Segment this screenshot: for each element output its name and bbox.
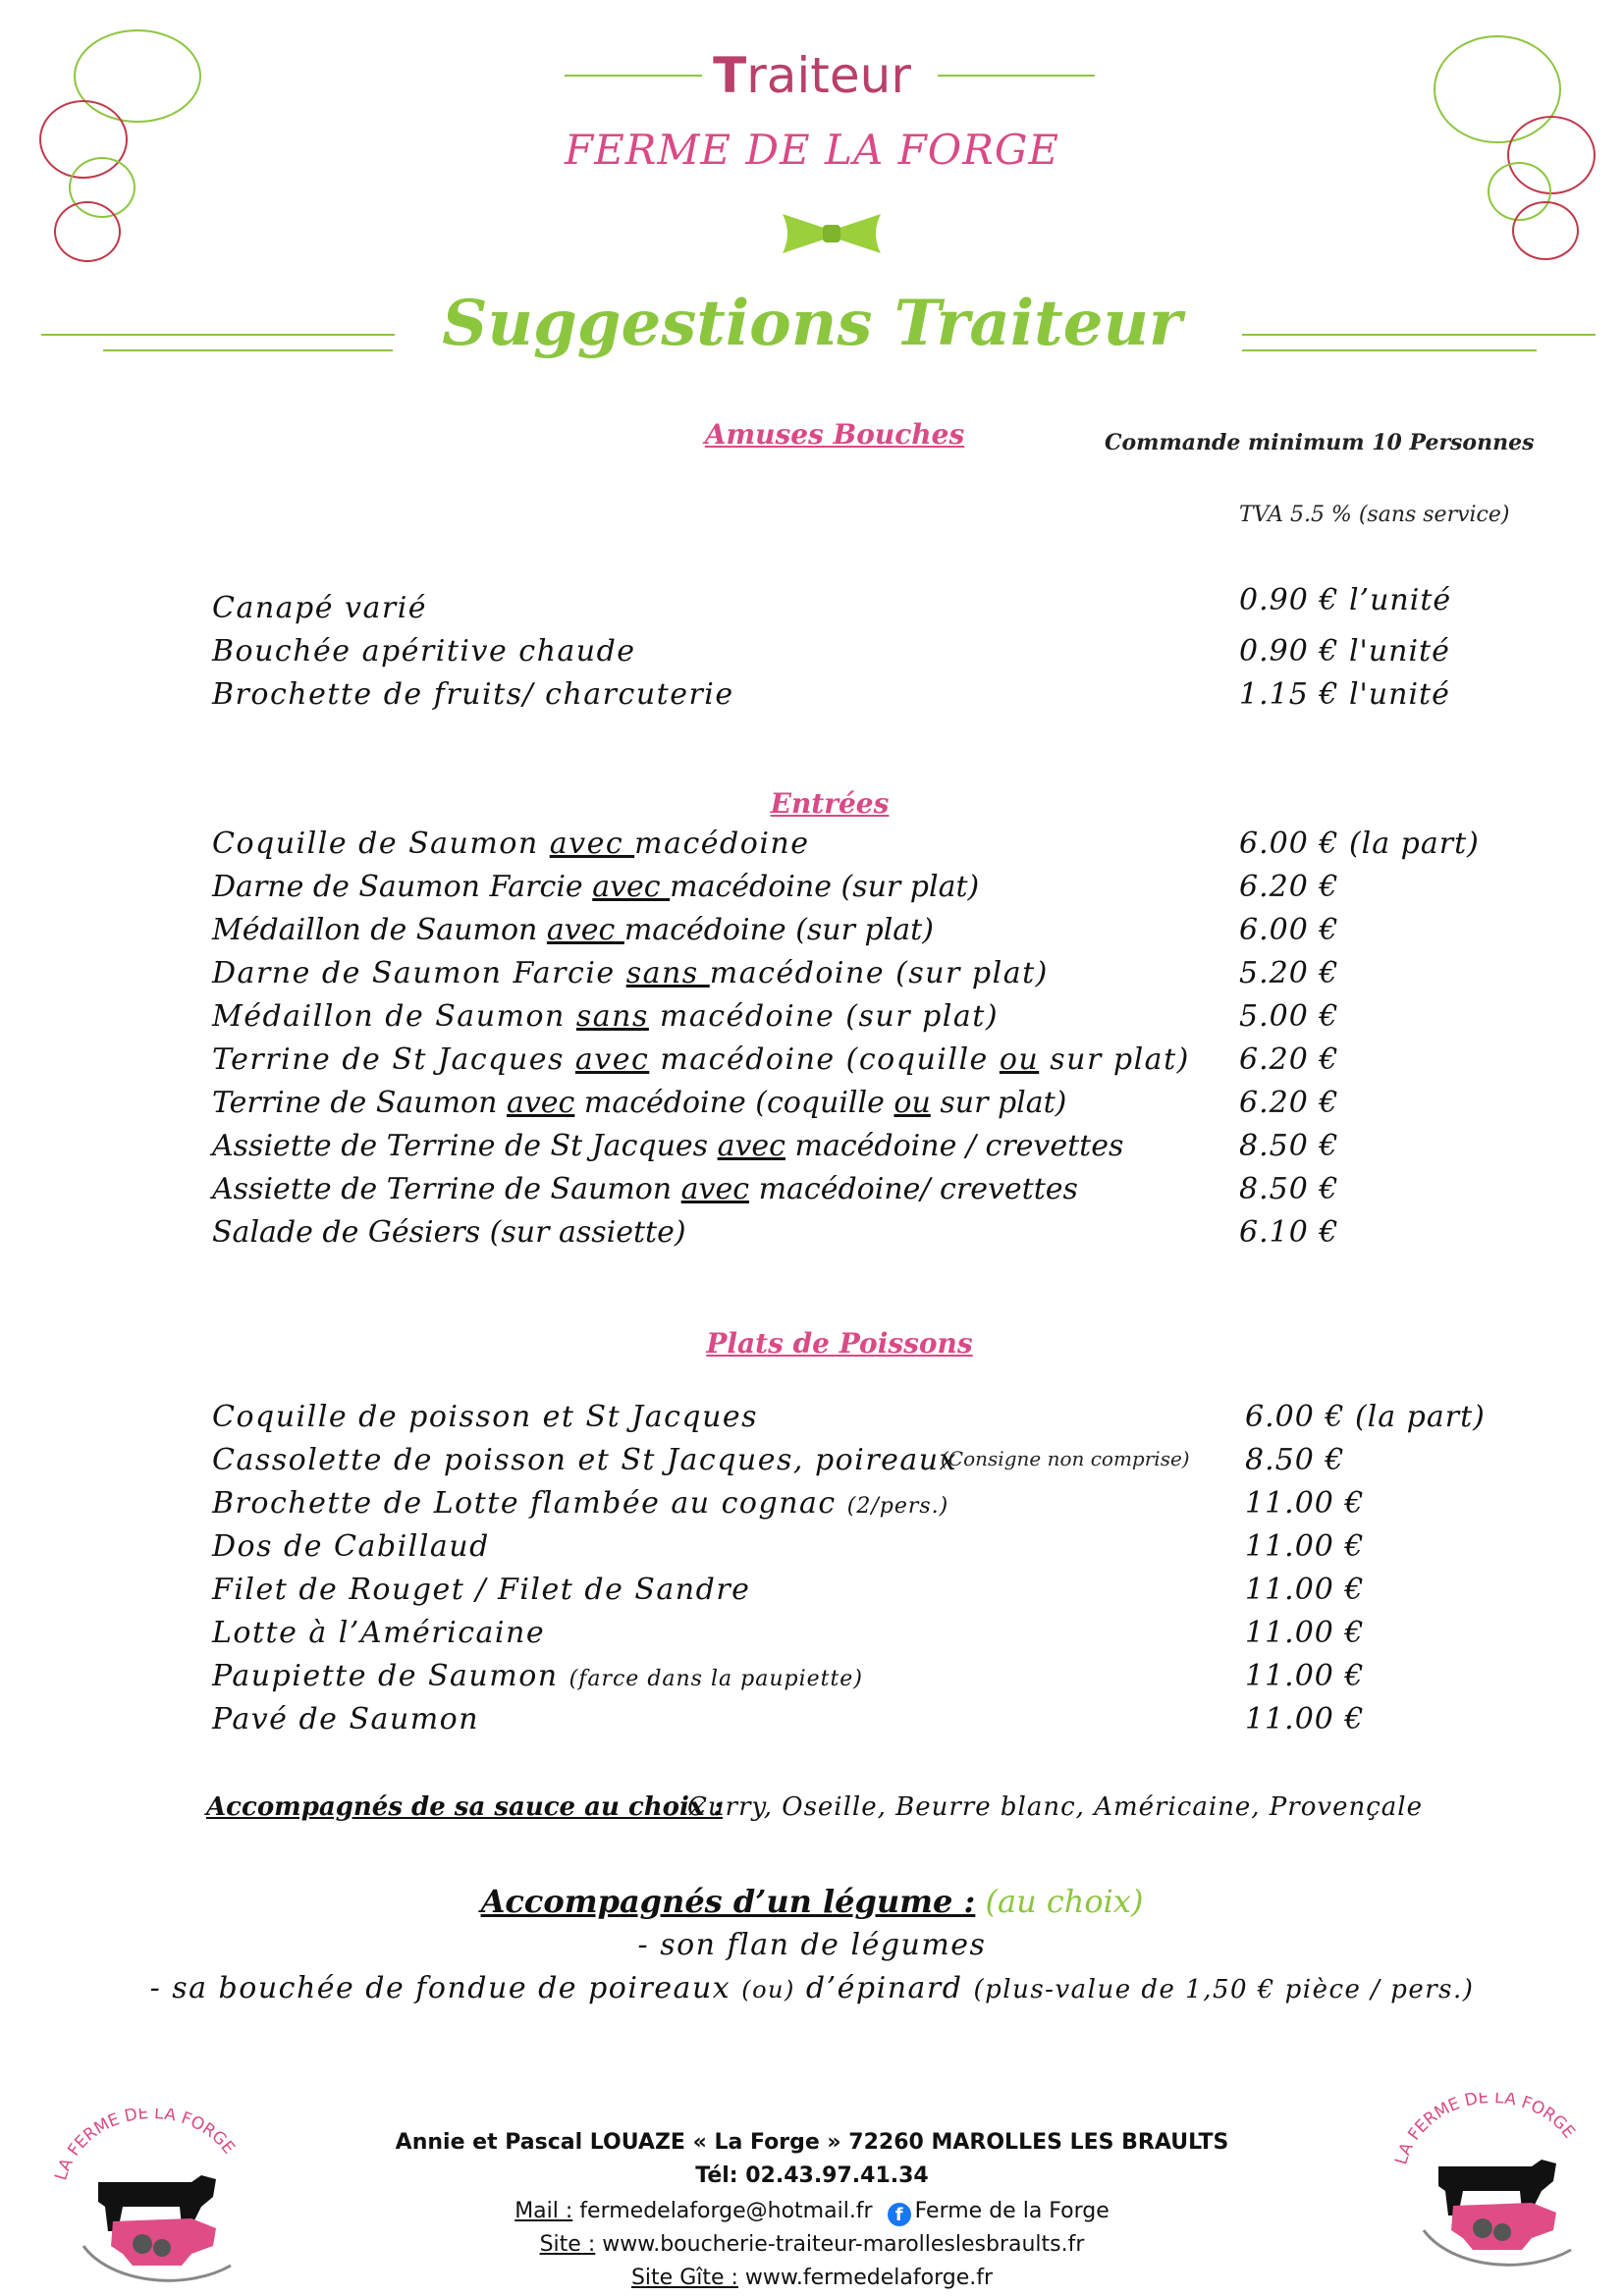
sauce-label: Accompagnés de sa sauce au choix : — [206, 1792, 724, 1822]
menu-item-text: macédoine (sur plat) — [670, 870, 980, 904]
menu-item-price: 6.10 € — [1239, 1215, 1339, 1250]
menu-item-text: Coquille de Saumon — [212, 827, 550, 861]
gite-link[interactable]: www.fermedelaforge.fr — [737, 2266, 994, 2290]
menu-item-price: 11.00 € — [1245, 1659, 1365, 1693]
menu-item-text: Cassolette de poisson et St Jacques, poireaux — [212, 1443, 958, 1477]
legume-line-2c: d’épinard — [794, 1971, 974, 2005]
menu-item-text: Terrine de St Jacques — [212, 1042, 575, 1077]
legume-label: Accompagnés d’un légume : — [480, 1883, 976, 1920]
menu-item-extra: (2/pers.) — [846, 1494, 949, 1519]
menu-item-name — [212, 956, 1049, 990]
brand-traiteur — [0, 47, 1624, 104]
section-title-poissons: Plats de Poissons — [706, 1327, 973, 1360]
menu-item-name — [212, 1529, 490, 1564]
section-title-entrees: Entrées — [770, 787, 890, 820]
menu-item-price: 11.00 € — [1245, 1529, 1365, 1564]
menu-item-price: 6.20 € — [1239, 1042, 1339, 1077]
menu-item-price: 6.00 € (la part) — [1239, 827, 1480, 861]
menu-item-price: 8.50 € — [1239, 1129, 1339, 1163]
menu-item-price: 6.00 € (la part) — [1245, 1400, 1486, 1434]
menu-item-name: Canapé varié — [212, 591, 428, 625]
gite-label: Site Gîte : — [630, 2266, 738, 2290]
menu-item-price: 0.90 € l’unité — [1239, 583, 1452, 617]
menu-item-price: 8.50 € — [1239, 1172, 1339, 1206]
emphasis-word: avec — [574, 1042, 650, 1077]
footer-mail-line — [0, 2199, 1624, 2226]
menu-item-price: 6.20 € — [1239, 870, 1339, 904]
menu-item-name — [212, 870, 979, 904]
menu-item-name — [212, 1400, 758, 1434]
menu-item-text: Coquille de poisson et St Jacques — [212, 1400, 759, 1434]
menu-item-name — [212, 1129, 1123, 1163]
menu-item-name — [212, 999, 999, 1034]
menu-item-text: Terrine de Saumon — [212, 1086, 507, 1120]
menu-item-price: 6.20 € — [1239, 1086, 1339, 1120]
menu-item-text: Paupiette de Saumon — [212, 1659, 569, 1693]
tva-note: TVA 5.5 % (sans service) — [1239, 503, 1510, 527]
menu-item-text: Médaillon de Saumon — [212, 999, 576, 1034]
menu-item-price: 6.00 € — [1239, 913, 1339, 947]
legume-line-1: - son flan de légumes — [637, 1928, 987, 1962]
menu-item-price: 11.00 € — [1245, 1573, 1365, 1607]
menu-item-name — [212, 913, 934, 947]
menu-item-text: macédoine / crevettes — [785, 1129, 1124, 1163]
mail-label: Mail : — [514, 2199, 573, 2223]
menu-item-price: 5.20 € — [1239, 956, 1339, 990]
menu-item-price: 8.50 € — [1245, 1443, 1345, 1477]
menu-item-extra: (farce dans la paupiette) — [568, 1667, 863, 1691]
facebook-link[interactable]: Ferme de la Forge — [914, 2199, 1110, 2223]
legume-heading — [0, 1883, 1624, 1920]
legume-line-2d: (plus-value de 1,50 € pièce / pers.) — [973, 1975, 1475, 2004]
menu-item-text: Assiette de Terrine de St Jacques — [212, 1129, 718, 1163]
emphasis-word: sans — [575, 999, 649, 1034]
menu-item-text: Brochette de Lotte flambée au cognac — [212, 1486, 847, 1521]
emphasis-word: avec — [717, 1129, 785, 1163]
menu-item-text: Salade de Gésiers (sur assiette) — [212, 1215, 686, 1250]
brand-rest: raiteur — [746, 47, 911, 104]
menu-item-name — [212, 1702, 479, 1736]
footer-address: Annie et Pascal LOUAZE « La Forge » 72260 MAROLLES LES BRAULTS — [395, 2130, 1229, 2155]
menu-item-name — [212, 1086, 1066, 1120]
site-link[interactable]: www.boucherie-traiteur-marolleslesbraults.fr — [595, 2232, 1085, 2257]
menu-item-name — [212, 1486, 948, 1521]
menu-item-text: macédoine/ crevettes — [749, 1172, 1078, 1206]
menu-item-text: macédoine — [634, 827, 810, 861]
emphasis-word: avec — [549, 827, 635, 861]
decor-circle — [54, 201, 121, 262]
footer-gite-line — [0, 2266, 1624, 2290]
facebook-icon: f — [888, 2203, 911, 2226]
menu-item-text: Médaillon de Saumon — [212, 913, 547, 947]
brand-initial: T — [713, 47, 747, 104]
emphasis-word: avec — [546, 913, 624, 947]
bow-tie-icon — [779, 208, 885, 259]
page-title: Suggestions Traiteur — [442, 287, 1182, 360]
menu-item-text: Lotte à l’Américaine — [212, 1616, 546, 1650]
menu-item-text: Darne de Saumon Farcie — [212, 956, 626, 990]
decor-circle — [1512, 201, 1579, 260]
menu-item-name — [212, 827, 810, 861]
logo-text: LA FERME DE LA FORGE — [1391, 2093, 1579, 2167]
mail-link[interactable]: fermedelaforge@hotmail.fr — [572, 2199, 873, 2223]
emphasis-word: ou — [999, 1042, 1040, 1077]
legume-choice: (au choix) — [975, 1883, 1144, 1920]
section-title-amuses: Amuses Bouches — [704, 418, 965, 451]
emphasis-word: ou — [893, 1086, 931, 1120]
brand-name: FERME DE LA FORGE — [564, 126, 1060, 174]
menu-item-name: Brochette de fruits/ charcuterie — [212, 677, 734, 712]
legume-line-2a: - sa bouchée de fondue de poireaux — [149, 1971, 742, 2005]
menu-item-price: 1.15 € l'unité — [1239, 677, 1450, 712]
emphasis-word: avec — [592, 870, 671, 904]
legume-line-2 — [0, 1971, 1624, 2005]
menu-item-text: Pavé de Saumon — [212, 1702, 480, 1736]
menu-item-text: Assiette de Terrine de Saumon — [212, 1172, 681, 1206]
menu-item-price: 5.00 € — [1239, 999, 1339, 1034]
emphasis-word: avec — [680, 1172, 750, 1206]
menu-item-name — [212, 1443, 957, 1477]
menu-item-text: macédoine (sur plat) — [623, 913, 934, 947]
menu-item-text: Dos de Cabillaud — [212, 1529, 490, 1564]
menu-item-price: 11.00 € — [1245, 1486, 1365, 1521]
menu-item-text: sur plat) — [930, 1086, 1067, 1120]
menu-item-text: macédoine (sur plat) — [648, 999, 1000, 1034]
emphasis-word: sans — [625, 956, 710, 990]
menu-item-text: Darne de Saumon Farcie — [212, 870, 593, 904]
menu-item-text: sur plat) — [1039, 1042, 1190, 1077]
emphasis-word: avec — [506, 1086, 575, 1120]
menu-item-text: macédoine (coquille — [574, 1086, 894, 1120]
site-label: Site : — [539, 2232, 596, 2257]
menu-item-name — [212, 1215, 686, 1250]
logo-text: LA FERME DE LA FORGE — [51, 2109, 239, 2183]
menu-item-name: Bouchée apéritive chaude — [212, 634, 636, 668]
menu-item-name — [212, 1616, 545, 1650]
legume-line-2b: (ou) — [741, 1976, 795, 2003]
footer-tel: Tél: 02.43.97.41.34 — [695, 2163, 929, 2188]
sauce-text: Curry, Oseille, Beurre blanc, Américaine, Provençale — [687, 1792, 1423, 1822]
menu-item-price: 0.90 € l'unité — [1239, 634, 1450, 668]
menu-item-name — [212, 1659, 863, 1693]
minimum-order-note: Commande minimum 10 Personnes — [1105, 430, 1535, 455]
menu-item-name — [212, 1172, 1078, 1206]
footer-site-line — [0, 2232, 1624, 2257]
consigne-note: (Consigne non comprise) — [941, 1447, 1190, 1470]
menu-item-name — [212, 1573, 750, 1607]
menu-item-price: 11.00 € — [1245, 1616, 1365, 1650]
menu-item-text: macédoine (coquille — [649, 1042, 1000, 1077]
menu-item-name — [212, 1042, 1190, 1077]
menu-item-price: 11.00 € — [1245, 1702, 1365, 1736]
menu-item-text: Filet de Rouget / Filet de Sandre — [212, 1573, 751, 1607]
menu-item-text: macédoine (sur plat) — [709, 956, 1049, 990]
